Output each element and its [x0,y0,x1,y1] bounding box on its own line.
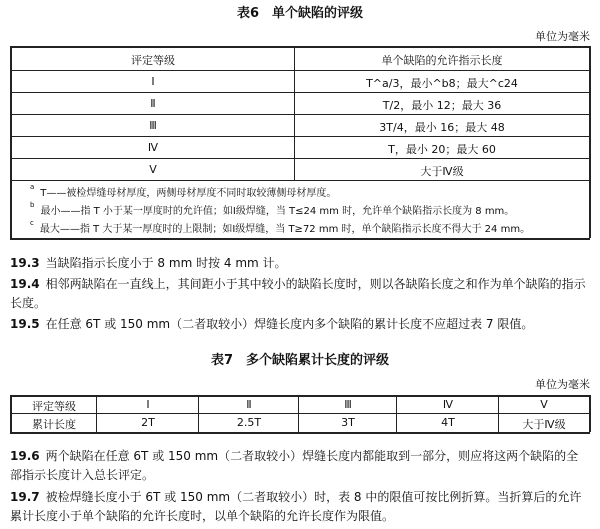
table6-unit: 单位为毫米 [535,30,590,43]
table6-row1-grade: Ⅰ [151,75,155,88]
table6-row4-length: T，最小 20；最大 60 [388,143,496,156]
table6-row5-length: 大于Ⅳ级 [420,165,464,178]
table6-row2-length: T/2，最小 12；最大 36 [382,99,502,112]
paragraph-19-5: 19.5 在任意 6T 或 150 mm（二者取较小）焊缝长度内多个缺陷的累计长度不应超过表 7 限值。 [10,317,534,331]
table7-row2-label: 累计长度 [32,418,76,431]
table7-row2-c2: 2.5T [236,416,262,429]
footnote-c: $^c$最大——指 T 大于某一厚度时的上限制；如Ⅰ级焊缝，当 T≥72 mm 时，单个缺陷指示长度不得大于 24 mm。 [30,218,531,235]
footnote-a: $^a$T——被检焊缝母材厚度，两侧母材厚度不同时取较薄侧母材厚度。 [30,182,337,199]
paragraph-19-3: 19.3 当缺陷指示长度小于 8 mm 时按 4 mm 计。 [10,256,287,270]
table7-unit: 单位为毫米 [535,378,590,391]
paragraph-19-4: 19.4 相邻两缺陷在一直线上，其间距小于其中较小的缺陷长度时，则以各缺陷长度之和作为单个缺陷的指示长度。 [10,277,586,310]
table7-row2-c3: 3T [341,416,355,429]
table7-row1-c2: Ⅱ [246,398,252,411]
table6-row4-grade: Ⅳ [147,141,159,154]
table6-row3-grade: Ⅲ [149,119,157,132]
table6-row3-length: 3T/4，最小 16；最大 48 [379,121,505,134]
table6-header-grade: 评定等级 [131,54,175,67]
paragraph-19-6: 19.6 两个缺陷在任意 6T 或 150 mm（二者取较小）焊缝长度内都能取到一部分，则应将这两个缺陷的全部指示长度计入总长评定。 [10,449,579,482]
table7-row1-c5: Ⅴ [540,398,548,411]
table6-title: 表6 单个缺陷的评级 [236,6,364,21]
paragraph-19-7: 19.7 被检焊缝长度小于 6T 或 150 mm（二者取较小）时，表 8 中的限值可按比例折算。当折算后的允许累计长度小于单个缺陷的允许长度时，以单个缺陷的允许长度作为限值。 [10,490,582,523]
table7-row1-label: 评定等级 [32,400,76,413]
table6-row1-length: T^a/3，最小^b8；最大^c24 [366,77,518,90]
table7-row1-c3: Ⅲ [344,398,352,411]
table7-row2-c5: 大于Ⅳ级 [522,418,566,431]
table6-header-length: 单个缺陷的允许指示长度 [381,54,503,67]
table7-row2-c4: 4T [441,416,455,429]
table7-row1-c1: Ⅰ [146,398,150,411]
table7-row1-c4: Ⅳ [442,398,454,411]
table6-row2-grade: Ⅱ [150,97,156,110]
table7-row2-c1: 2T [141,416,155,429]
footnote-b: $^b$最小——指 T 小于某一厚度时的允许值；如Ⅰ级焊缝，当 T≤24 mm 时，允许单个缺陷指示长度为 8 mm。 [30,200,515,217]
table6-row5-grade: Ⅴ [149,163,157,176]
table7-title: 表7 多个缺陷累计长度的评级 [210,353,390,368]
